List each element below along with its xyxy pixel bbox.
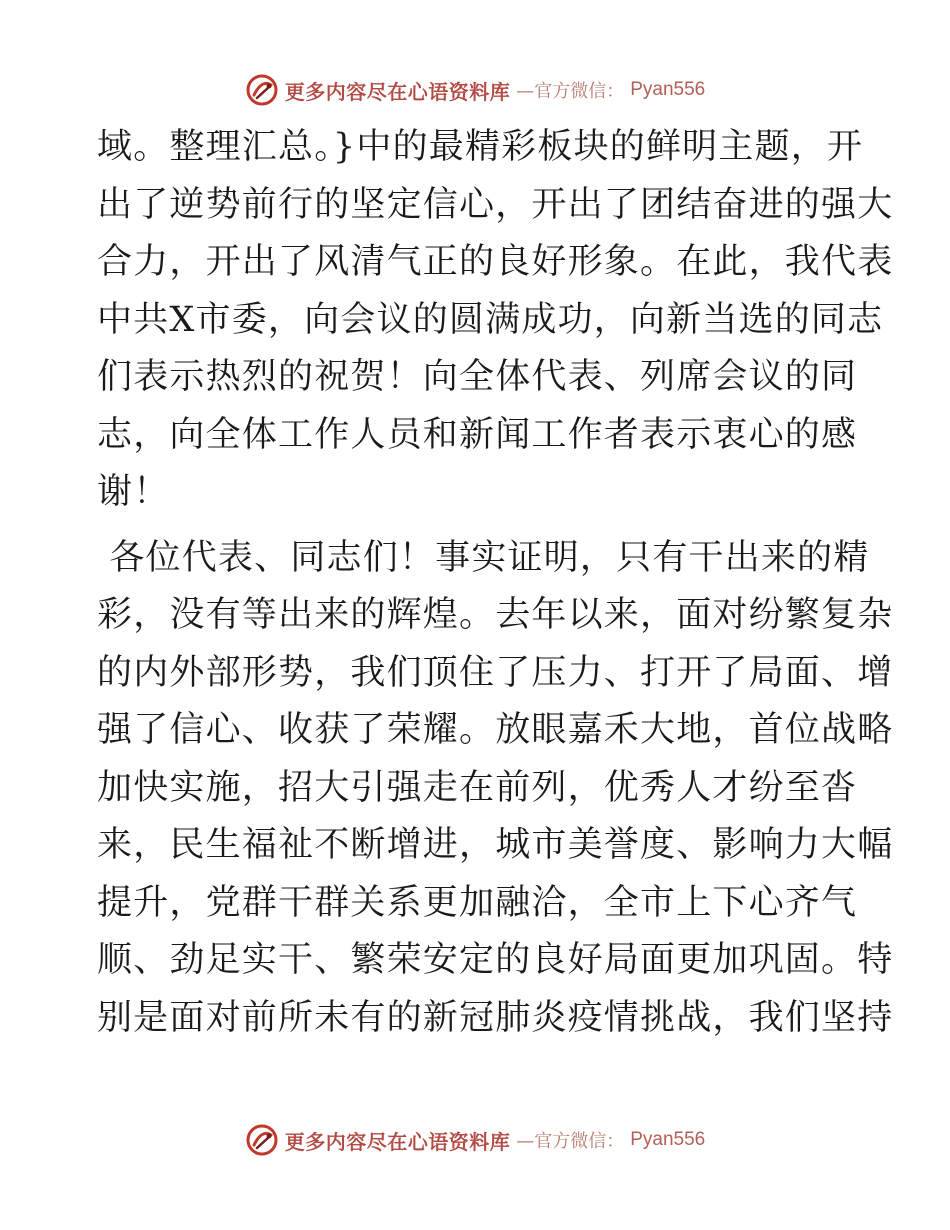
paragraph-1-line: 志，向全体工作人员和新闻工作者表示衷心的感 [97,414,858,455]
paragraph-1-line: 谢！ [97,472,170,512]
paragraph-2-line: 的内外部形势，我们顶住了压力、打开了局面、增 [97,652,894,693]
banner-handle: Pyan556 [630,1129,706,1150]
paragraph-2-line: 加快实施，招大引强走在前列，优秀人才纷至沓 [97,767,858,808]
paragraph-1-line: 域。整理汇总。}中的最精彩板块的鲜明主题，开 [97,127,864,167]
paragraph-1-line: 出了逆势前行的坚定信心，开出了团结奋进的强大 [97,184,894,225]
banner-handle: Pyan556 [630,79,706,100]
banner-title: 更多内容尽在心语资料库 [284,79,511,104]
paragraph-2-line: 别是面对前所未有的新冠肺炎疫情挑战，我们坚持 [97,997,894,1038]
body-text [97,119,894,1047]
paragraph-2-line: 提升，党群干群关系更加融洽，全市上下心齐气 [97,882,858,923]
paragraph-2-line: 各位代表、同志们！事实证明，只有干出来的精 [97,537,870,578]
paragraph-1-line: 中共X市委，向会议的圆满成功，向新当选的同志 [97,299,884,340]
banner-separator: —官方微信： [516,1131,625,1152]
paragraph-gap [97,522,857,530]
paragraph-2-line: 彩，没有等出来的辉煌。去年以来，面对纷繁复杂 [97,595,894,635]
logo-icon [245,1123,279,1157]
paragraph-2-line: 强了信心、收获了荣耀。放眼嘉禾大地，首位战略 [97,710,894,750]
paragraph-1-line: 合力，开出了风清气正的良好形象。在此，我代表 [97,242,894,282]
paragraph-1-line: 们表示热烈的祝贺！向全体代表、列席会议的同 [97,357,858,397]
footer-banner [0,1122,950,1158]
banner-separator: —官方微信： [516,81,625,102]
logo-icon [245,73,279,107]
paragraph-2-line: 来，民生福祉不断增进，城市美誉度、影响力大幅 [97,825,894,865]
header-banner [0,72,950,108]
banner-title: 更多内容尽在心语资料库 [284,1129,511,1154]
paragraph-2-line: 顺、劲足实干、繁荣安定的良好局面更加巩固。特 [97,940,894,980]
